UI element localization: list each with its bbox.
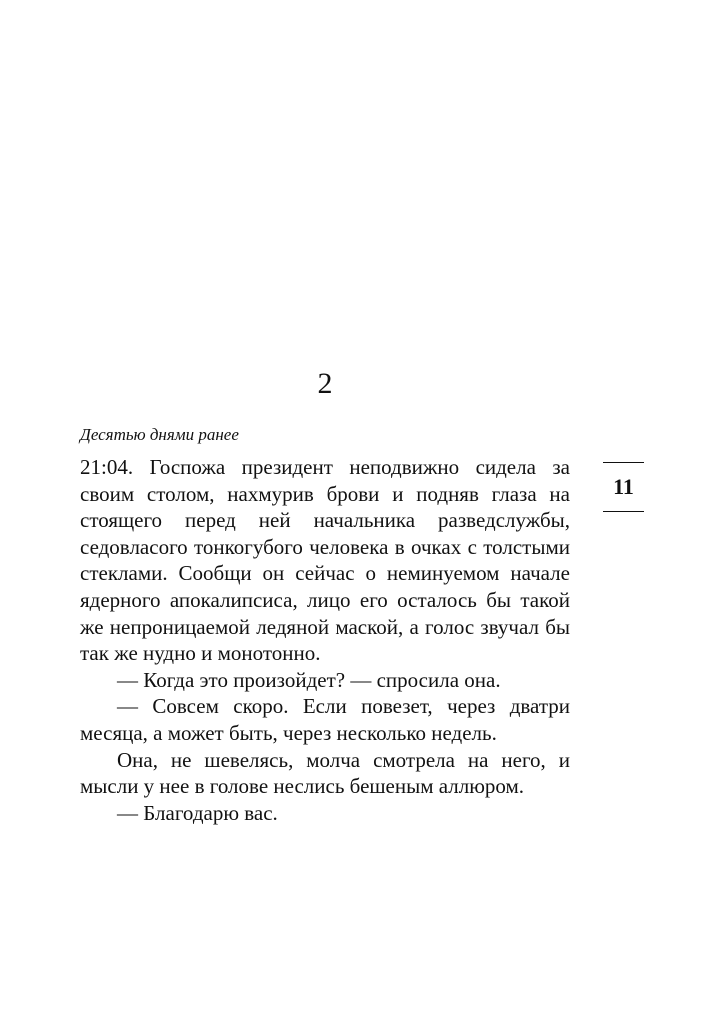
body-text	[80, 454, 570, 826]
paragraph-4: Она, не шевелясь, молча смотрела на него, и мысли у нее в голове неслись бешеным аллюром.	[80, 747, 570, 799]
paragraph-2: — Когда это произойдет? — спросила она.	[117, 667, 501, 692]
page-number: 11	[613, 474, 634, 499]
chapter-subtitle: Десятью днями ранее	[80, 425, 239, 444]
chapter-number: 2	[317, 367, 333, 400]
paragraph-3: — Совсем скоро. Если повезет, через дватри месяца, а может быть, через несколько недель.	[80, 694, 570, 745]
paragraph-5: — Благодарю вас.	[117, 800, 278, 825]
page-number-marker	[603, 462, 644, 512]
paragraph-1: 21:04. Госпожа президент неподвижно сидела за своим столом, нахмурив брови и подняв глаза на стоящего перед ней начальника разведслужбы, седовласого тонкогубого человека в очках с толстыми стеклами. Сообщи он сейчас о неминуемом начале ядерного апокалипсиса, лицо его осталось бы такой же непроницаемой ледяной маской, а голос звучал бы так же нудно и монотонно.	[80, 455, 570, 666]
